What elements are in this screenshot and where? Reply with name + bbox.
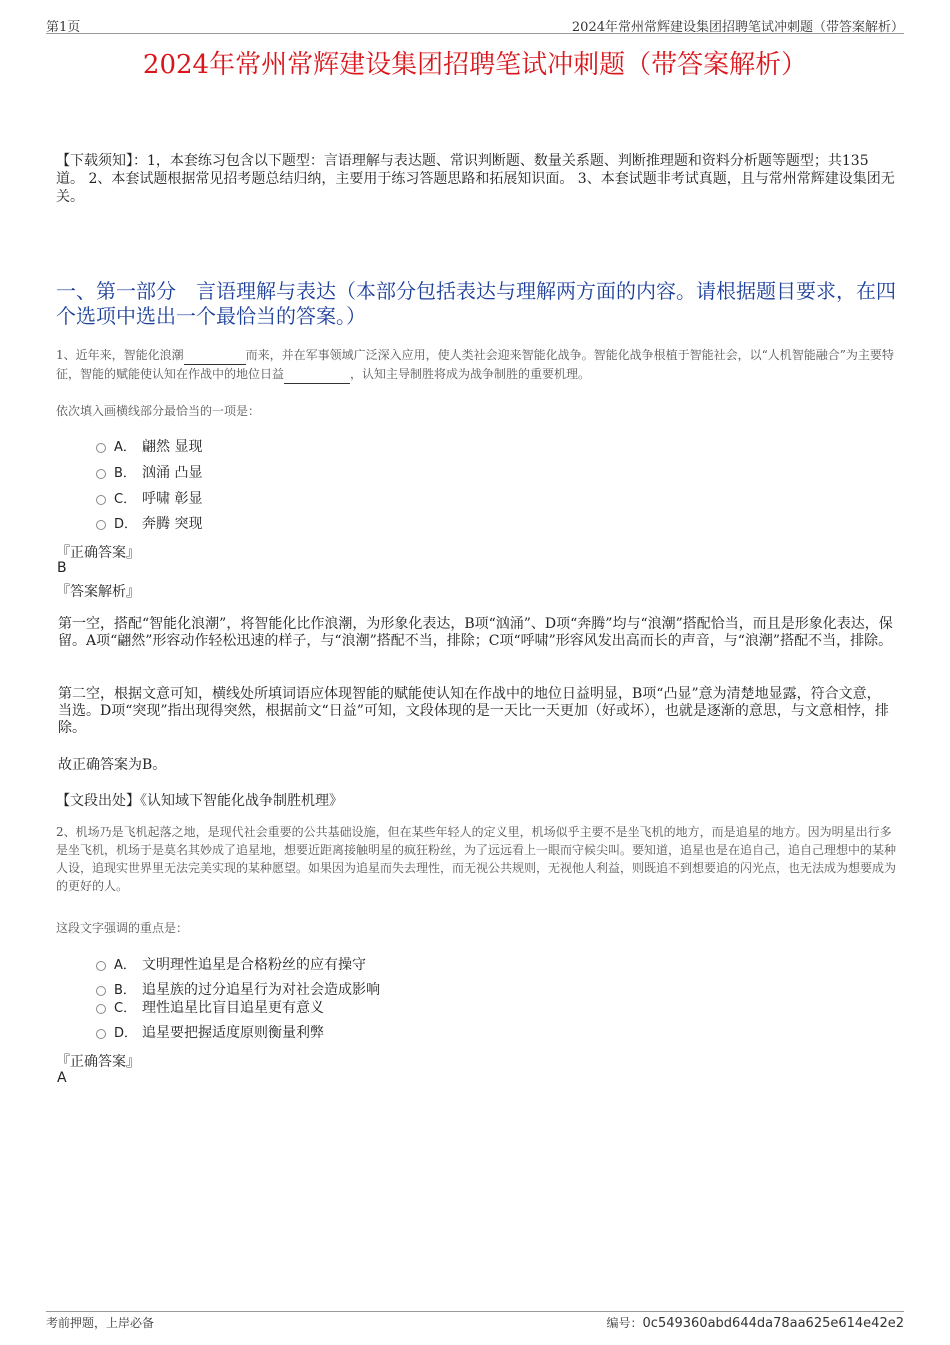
section-heading: 一、第一部分 言语理解与表达（本部分包括表达与理解两方面的内容。请根据题目要求，在四个选项中选出一个最恰当的答案。） <box>56 279 896 328</box>
correct-answer-label: 『正确答案』 <box>56 545 140 561</box>
analysis-label: 『答案解析』 <box>56 584 140 600</box>
analysis-conclusion: 故正确答案为B。 <box>58 757 167 773</box>
fill-blank-1 <box>184 346 246 365</box>
question-2-option-b[interactable]: B． 追星族的过分追星行为对社会造成影响 <box>96 979 380 999</box>
document-id-value: 0c549360abd644da78aa625e614e42e2 <box>642 1316 904 1331</box>
question-2-option-a[interactable]: A． 文明理性追星是合格粉丝的应有操守 <box>96 954 366 974</box>
correct-answer-value: A <box>57 1070 67 1086</box>
radio-icon[interactable] <box>96 520 106 530</box>
question-1-option-b[interactable]: B． 汹涌 凸显 <box>96 462 202 482</box>
analysis-paragraph-1: 第一空，搭配“智能化浪潮”，将智能化比作浪潮，为形象化表达，B项“汹涌”、D项“奔腾”均与“浪潮”搭配恰当，而且是形象化表达，保留。A项“翩然”形容动作轻松迅速的样子，与“浪潮”搭配不当，排除；C项“呼啸”形容风发出高而长的声音，与“浪潮”搭配不当，排除。 <box>58 616 893 649</box>
header-divider <box>46 33 904 34</box>
document-id <box>607 1314 904 1331</box>
question-2-option-d[interactable]: D． 追星要把握适度原则衡量利弊 <box>96 1022 324 1042</box>
correct-answer-value: B <box>57 560 67 576</box>
footer-divider <box>46 1311 904 1312</box>
document-id-label: 编号： <box>606 1316 643 1330</box>
question-1-text-part-3: ，认知主导制胜将成为战争制胜的重要机理。 <box>350 367 591 381</box>
download-notice: 【下载须知】：1，本套练习包含以下题型：言语理解与表达题、常识判断题、数量关系题、判断推理题和资料分析题等题型；共135道。 2、本套试题根据常见招考题总结归纳，主要用于练习答题思路和拓展知识面。 3、本套试题非考试真题，且与常州常辉建设集团无关。 <box>56 153 895 205</box>
radio-icon[interactable] <box>96 1004 106 1014</box>
radio-icon[interactable] <box>96 1029 106 1039</box>
question-1-stem <box>56 346 896 384</box>
radio-icon[interactable] <box>96 469 106 479</box>
question-2-option-c[interactable]: C． 理性追星比盲目追星更有意义 <box>96 997 324 1017</box>
question-1-option-d[interactable]: D． 奔腾 突现 <box>96 513 202 533</box>
document-title: 2024年常州常辉建设集团招聘笔试冲刺题（带答案解析） <box>142 50 808 80</box>
question-1-option-a[interactable]: A． 翩然 显现 <box>96 436 202 456</box>
radio-icon[interactable] <box>96 986 106 996</box>
question-1-option-c[interactable]: C． 呼啸 彰显 <box>96 488 202 508</box>
passage-source: 【文段出处】《认知域下智能化战争制胜机理》 <box>56 793 343 809</box>
running-header-title: 2024年常州常辉建设集团招聘笔试冲刺题（带答案解析） <box>571 20 904 35</box>
correct-answer-label: 『正确答案』 <box>56 1054 140 1070</box>
question-1-text-part-1: 1、近年来，智能化浪潮 <box>56 348 184 362</box>
question-2-prompt: 这段文字强调的重点是： <box>56 921 189 935</box>
question-2-stem: 2、机场乃是飞机起落之地，是现代社会重要的公共基础设施，但在某些年轻人的定义里，机场似乎主要不是坐飞机的地方，而是追星的地方。因为明星出行多是坐飞机，机场于是莫名其妙成了追星地，想要近距离接触明星的疯狂粉丝，为了远远看上一眼而守候尖叫。要知道，追星也是在追自己，追自己理想中的某种人设，追现实世界里无法完美实现的某种愿望。如果因为追星而失去理性，而无视公共规则，无视他人利益，则既追不到想要追的闪光点，也无法成为想要成为的更好的人。 <box>56 825 897 893</box>
question-1-prompt: 依次填入画横线部分最恰当的一项是： <box>56 404 261 418</box>
radio-icon[interactable] <box>96 961 106 971</box>
radio-icon[interactable] <box>96 495 106 505</box>
question-1-text-part-2: 而来，并在军事领域广泛深入应用，使人类社会迎来智能化战争。智能化战争根植于智能社会，以“人机智能融合”为主要特征，智能的赋能使认知在作战中的地位日益 <box>56 348 894 381</box>
analysis-paragraph-2: 第二空，根据文意可知，横线处所填词语应体现智能的赋能使认知在作战中的地位日益明显，B项“凸显”意为清楚地显露，符合文意，当选。D项“突现”指出现得突然，根据前文“日益”可知，文段体现的是一天比一天更加（好或坏），也就是逐渐的意思，与文意相悖，排除。 <box>58 686 889 736</box>
footer-slogan: 考前押题，上岸必备 <box>46 1316 155 1330</box>
radio-icon[interactable] <box>96 443 106 453</box>
fill-blank-2 <box>284 365 350 384</box>
page-number: 第1页 <box>46 20 81 35</box>
